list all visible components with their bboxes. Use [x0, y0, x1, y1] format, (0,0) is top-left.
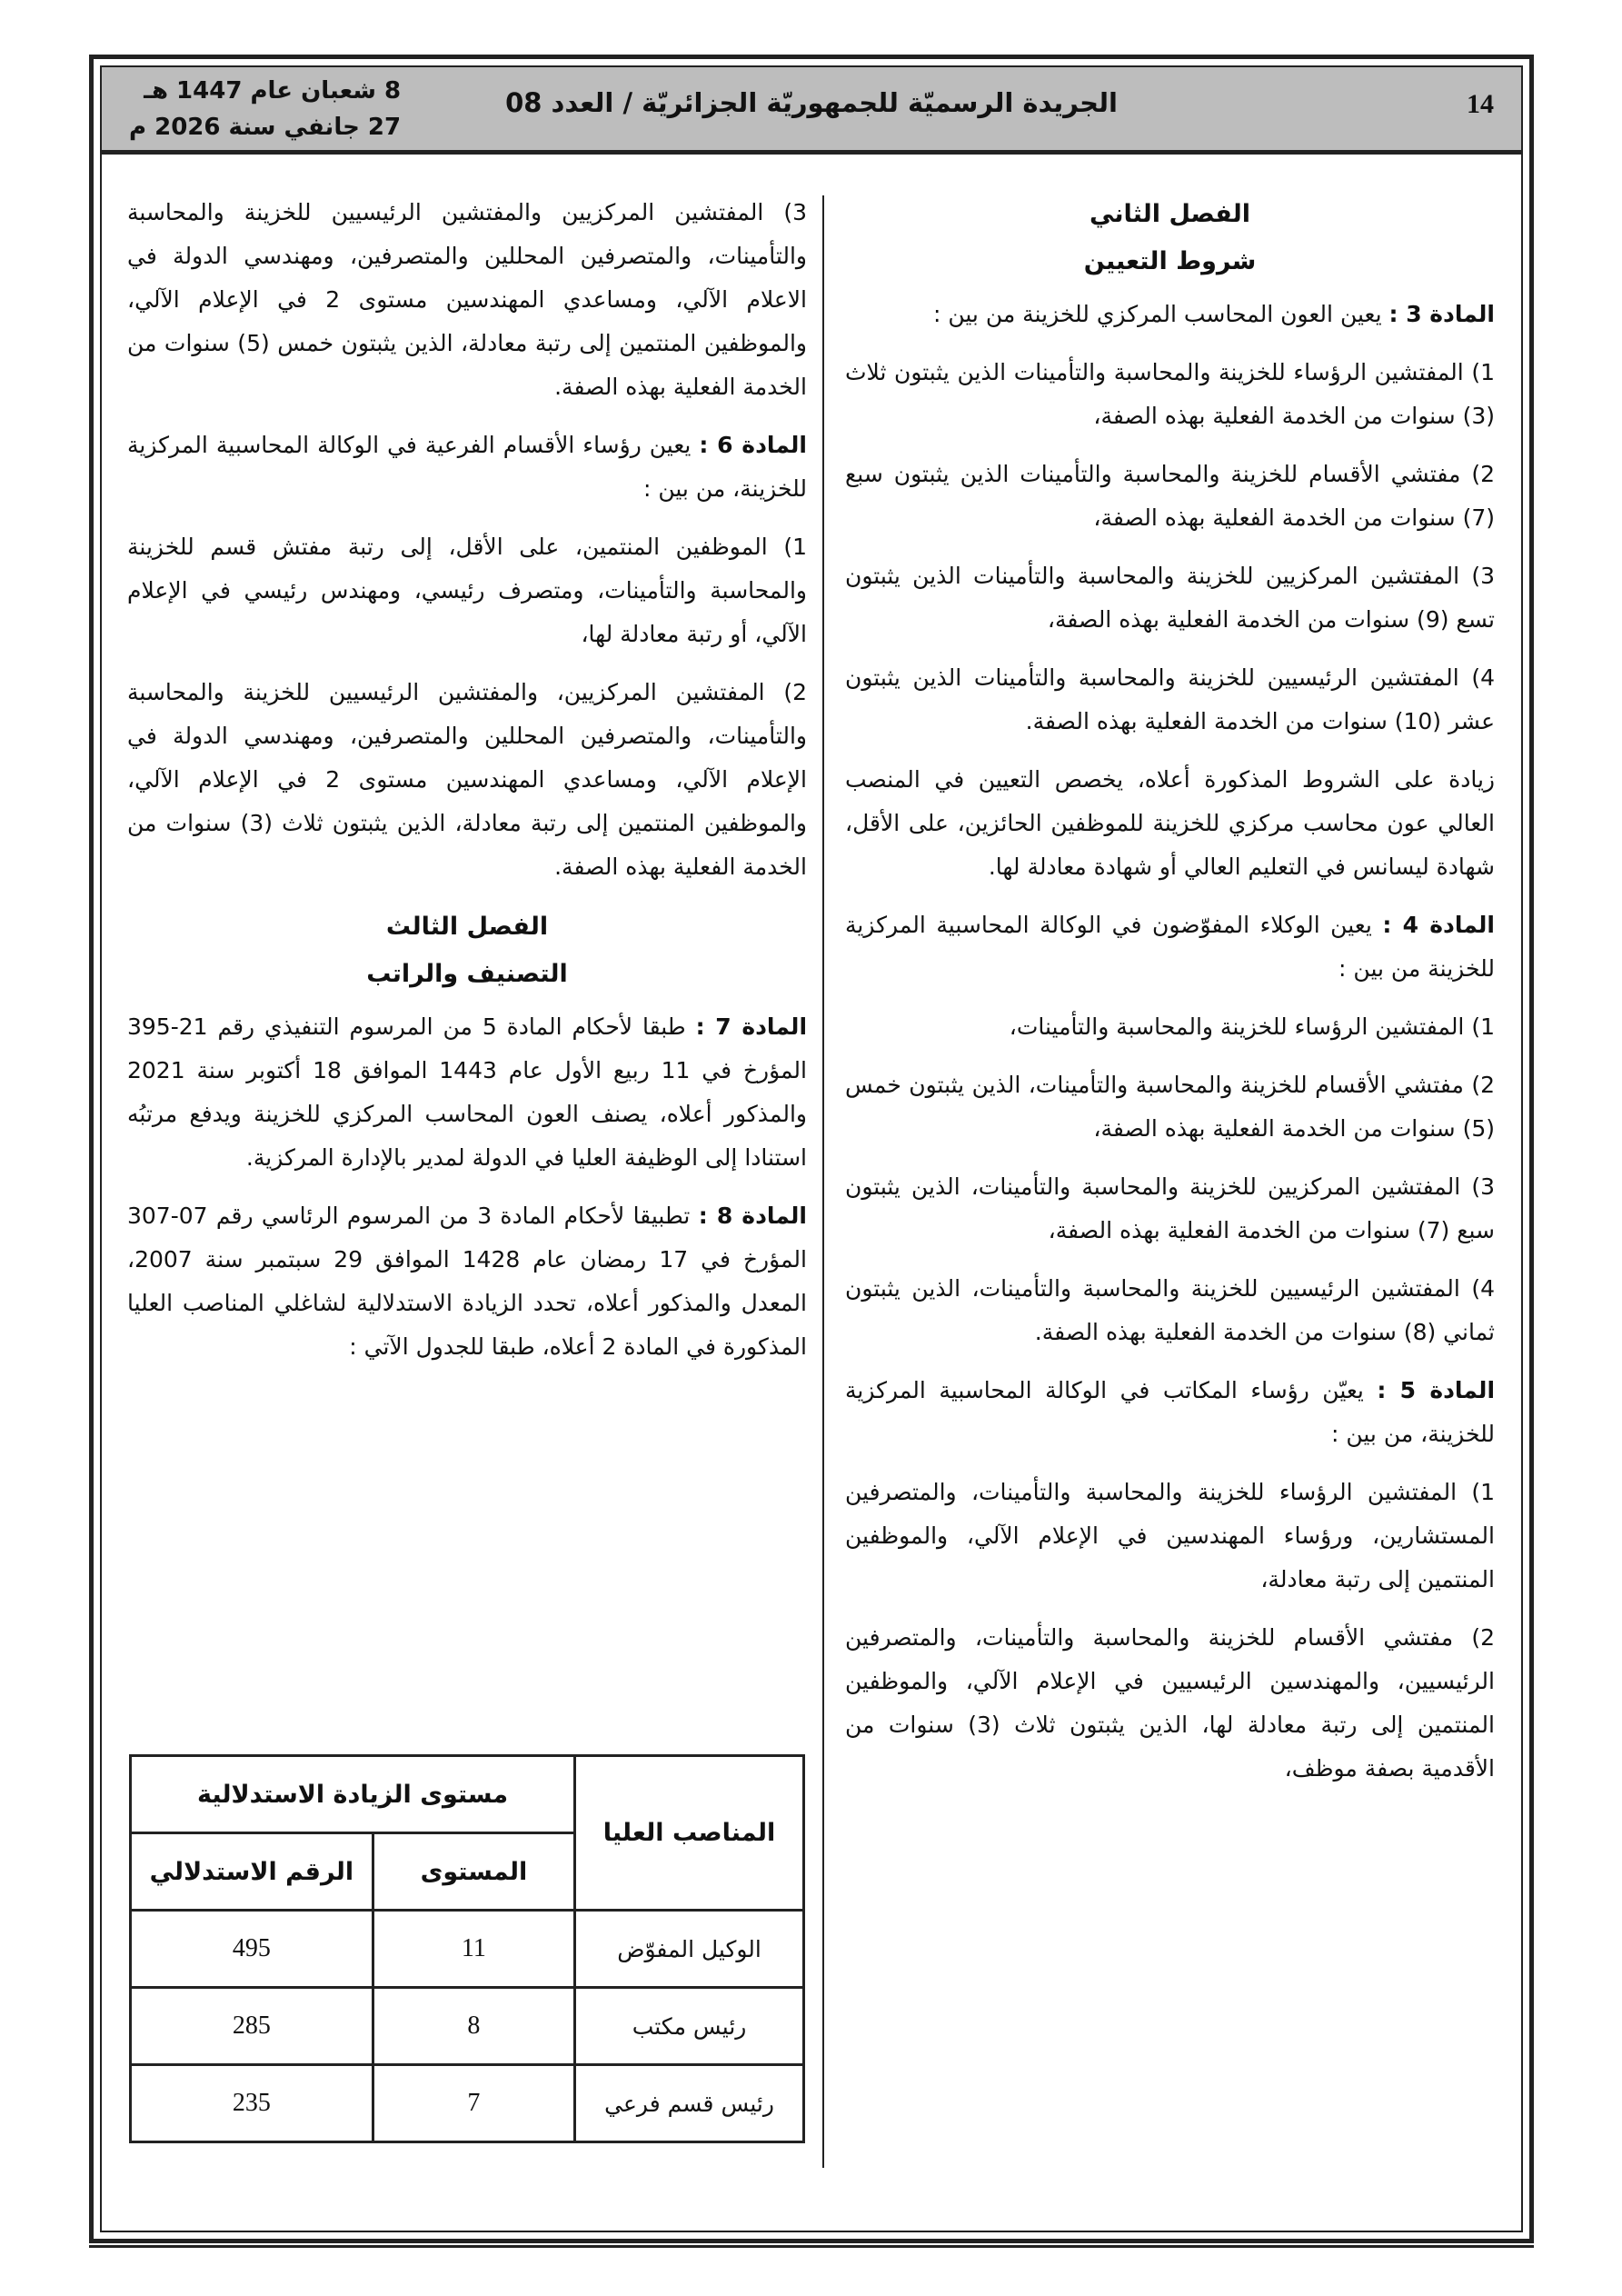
article-paragraph [845, 1005, 1495, 1049]
article-label: المادة 8 : [698, 1203, 807, 1229]
article-text: يعيّن رؤساء المكاتب في الوكالة المحاسبية المركزية للخزينة، من بين : [845, 1377, 1495, 1447]
gazette-title: الجريدة الرسميّة للجمهوريّة الجزائريّة / العدد 08 [505, 87, 1118, 118]
article-paragraph [127, 191, 807, 409]
article-paragraph [845, 1471, 1495, 1602]
article-paragraph [845, 1616, 1495, 1791]
issue-date [129, 73, 401, 145]
date-hijri: 8 شعبان عام 1447 هـ [144, 77, 402, 105]
chapter-title: التصنيف والراتب [366, 960, 568, 988]
index-increase-table [129, 1754, 805, 2143]
article-text: يعين الوكلاء المفوّضون في الوكالة المحاسبية المركزية للخزينة من بين : [845, 912, 1495, 982]
cell-index: 495 [131, 1911, 373, 1988]
article-text: 2) مفتشي الأقسام للخزينة والمحاسبة والتأمينات الذين يثبتون سبع (7) سنوات من الخدمة الفعلية بهذه الصفة، [845, 461, 1495, 531]
chapter-title: شروط التعيين [1083, 247, 1257, 275]
article-text: 2) مفتشي الأقسام للخزينة والمحاسبة والتأمينات، الذين يثبتون خمس (5) سنوات من الخدمة الفعلية بهذه الصفة، [845, 1072, 1495, 1142]
date-gregorian: 27 جانفي سنة 2026 م [129, 114, 402, 141]
article-paragraph [845, 351, 1495, 438]
article-paragraph [845, 1369, 1495, 1456]
article-text: 1) المفتشين الرؤساء للخزينة والمحاسبة والتأمينات، [1009, 1013, 1495, 1040]
article-text: 3) المفتشين المركزيين للخزينة والمحاسبة والتأمينات الذين يثبتون تسع (9) سنوات من الخدمة الفعلية بهذه الصفة، [845, 563, 1495, 633]
article-paragraph [845, 453, 1495, 540]
header-positions: المناصب العليا [575, 1756, 804, 1911]
page-number: 14 [1467, 89, 1494, 119]
article-text: 4) المفتشين الرئيسيين للخزينة والمحاسبة والتأمينات، الذين يثبتون ثماني (8) سنوات من الخدمة الفعلية بهذه الصفة. [845, 1275, 1495, 1345]
cell-level: 7 [373, 2065, 574, 2142]
article-text: 3) المفتشين المركزيين للخزينة والمحاسبة والتأمينات، الذين يثبتون سبع (7) سنوات من الخدمة الفعلية بهذه الصفة، [845, 1173, 1495, 1243]
article-paragraph [127, 525, 807, 656]
right-column [845, 191, 1495, 1805]
article-paragraph [127, 424, 807, 511]
article-label: المادة 4 : [1382, 912, 1495, 938]
cell-index: 235 [131, 2065, 373, 2142]
cell-level: 8 [373, 1988, 574, 2065]
bottom-rule [89, 2245, 1534, 2248]
chapter-heading: الفصل الثالث [385, 913, 549, 941]
article-paragraph [127, 1005, 807, 1180]
article-paragraph [845, 1063, 1495, 1151]
article-text: 3) المفتشين المركزيين والمفتشين الرئيسيين للخزينة والمحاسبة والتأمينات، والمتصرفين المحللين والمتصرفين، ومهندسي الدولة في الاعلام الآلي، ومساعدي المهندسين مستوى 2 في الإعلام الآلي، والموظفين المنتمين إلى رتبة معادلة، الذين يثبتون خمس (5) سنوات من الخدمة الفعلية بهذه الصفة. [127, 199, 807, 400]
article-paragraph [845, 903, 1495, 991]
gazette-header [102, 67, 1521, 155]
article-text: 1) الموظفين المنتمين، على الأقل، إلى رتبة مفتش قسم للخزينة والمحاسبة والتأمينات، ومتصرف رئيسي، ومهندس رئيسي في الإعلام الآلي، أو رتبة معادلة لها، [127, 534, 807, 647]
cell-position: الوكيل المفوّض [575, 1911, 804, 1988]
cell-index: 285 [131, 1988, 373, 2065]
table-row [131, 2065, 804, 2142]
article-text: زيادة على الشروط المذكورة أعلاه، يخصص التعيين في المنصب العالي عون محاسب مركزي للخزينة للموظفين الحائزين، على الأقل، شهادة ليسانس في التعليم العالي أو شهادة معادلة لها. [845, 766, 1495, 880]
article-text: 1) المفتشين الرؤساء للخزينة والمحاسبة والتأمينات، والمتصرفين المستشارين، ورؤساء المهندسين في الإعلام الآلي، والموظفين المنتمين إلى رتبة معادلة، [845, 1479, 1495, 1592]
article-label: المادة 7 : [695, 1013, 808, 1040]
article-text: 2) مفتشي الأقسام للخزينة والمحاسبة والتأمينات، والمتصرفين الرئيسيين، والمهندسين الرئيسيين في الإعلام الآلي، والموظفين المنتمين إلى رتبة معادلة لها، الذين يثبتون ثلاث (3) سنوات من الأقدمية بصفة موظف، [845, 1624, 1495, 1782]
article-paragraph [845, 1267, 1495, 1354]
cell-position: رئيس مكتب [575, 1988, 804, 2065]
article-text: 2) المفتشين المركزيين، والمفتشين الرئيسيين للخزينة والمحاسبة والتأمينات، والمتصرفين المحللين والمتصرفين، ومهندسي الدولة في الإعلام الآلي، ومساعدي المهندسين مستوى 2 في الإعلام الآلي، والموظفين المنتمين إلى رتبة معادلة، الذين يثبتون ثلاث (3) سنوات من الخدمة الفعلية بهذه الصفة. [127, 679, 807, 880]
header-level: المستوى [373, 1833, 574, 1911]
article-paragraph [845, 1165, 1495, 1253]
article-text: طبقا لأحكام المادة 5 من المرسوم التنفيذي رقم 21-395 المؤرخ في 11 ربيع الأول عام 1443 الموافق 18 أكتوبر سنة 2021 والمذكور أعلاه، يصنف العون المحاسب المركزي للخزينة ويدفع مرتبُه استنادا إلى الوظيفة العليا في الدولة لمدير بالإدارة المركزية. [127, 1013, 807, 1171]
article-text: 1) المفتشين الرؤساء للخزينة والمحاسبة والتأمينات الذين يثبتون ثلاث (3) سنوات من الخدمة الفعلية بهذه الصفة، [845, 359, 1495, 429]
article-paragraph [845, 293, 1495, 336]
cell-level: 11 [373, 1911, 574, 1988]
article-paragraph [845, 554, 1495, 642]
article-label: المادة 3 : [1388, 301, 1495, 327]
article-paragraph [845, 656, 1495, 744]
article-label: المادة 6 : [699, 432, 807, 458]
article-paragraph [127, 671, 807, 889]
article-paragraph [127, 1194, 807, 1369]
left-column [127, 191, 807, 1383]
header-increase: مستوى الزيادة الاستدلالية [131, 1756, 575, 1833]
table-row [131, 1988, 804, 2065]
article-paragraph [845, 758, 1495, 889]
article-label: المادة 5 : [1377, 1377, 1496, 1403]
article-text: تطبيقا لأحكام المادة 3 من المرسوم الرئاسي رقم 07-307 المؤرخ في 17 رمضان عام 1428 الموافق 29 سبتمبر سنة 2007، المعدل والمذكور أعلاه، تحدد الزيادة الاستدلالية لشاغلي المناصب العليا المذكورة في المادة 2 أعلاه، طبقا للجدول الآتي : [127, 1203, 807, 1360]
article-text: يعين رؤساء الأقسام الفرعية في الوكالة المحاسبية المركزية للخزينة، من بين : [127, 432, 807, 502]
chapter-heading: الفصل الثاني [1090, 200, 1250, 228]
cell-position: رئيس قسم فرعي [575, 2065, 804, 2142]
column-divider [822, 195, 824, 2168]
article-text: يعين العون المحاسب المركزي للخزينة من بين : [932, 301, 1389, 327]
header-index: الرقم الاستدلالي [131, 1833, 373, 1911]
table-row [131, 1911, 804, 1988]
article-text: 4) المفتشين الرئيسيين للخزينة والمحاسبة والتأمينات الذين يثبتون عشر (10) سنوات من الخدمة الفعلية بهذه الصفة. [845, 664, 1495, 734]
